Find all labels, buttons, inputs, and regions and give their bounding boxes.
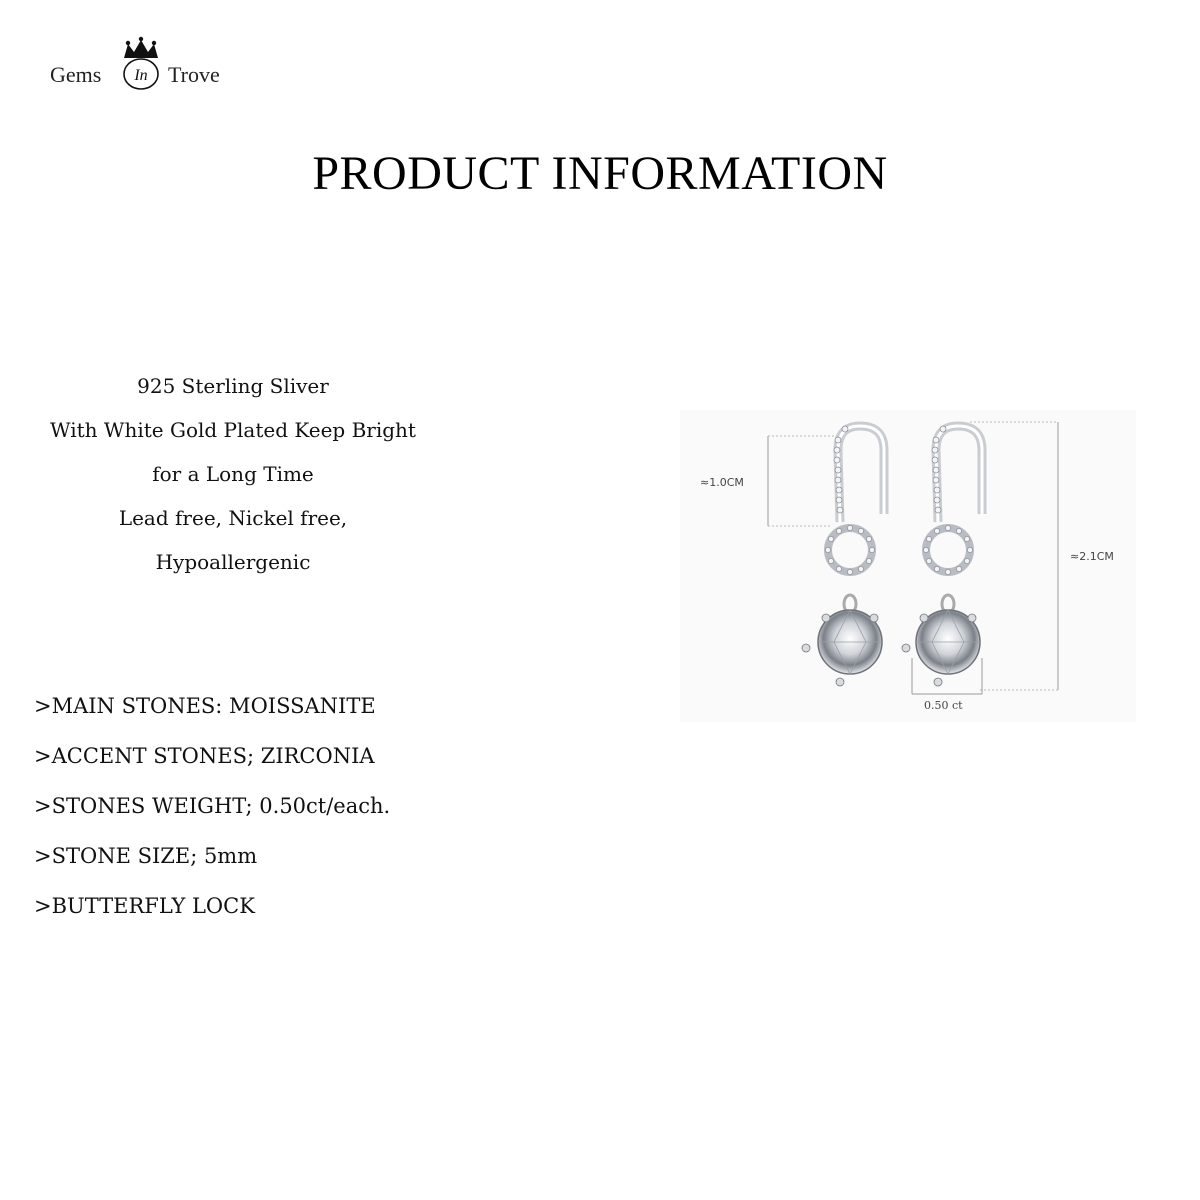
spec-list: [34, 684, 594, 934]
brand-logo[interactable]: [50, 36, 250, 96]
earring-product-image: [680, 410, 1136, 722]
description-line: With White Gold Plated Keep Bright: [50, 418, 416, 442]
spec-item: >MAIN STONES: MOISSANITE: [34, 694, 376, 718]
spec-item: >ACCENT STONES; ZIRCONIA: [34, 744, 375, 768]
stone-weight-label: 0.50 ct: [924, 699, 963, 712]
brand-name-mid: In: [134, 67, 148, 84]
spec-item: >BUTTERFLY LOCK: [34, 894, 255, 918]
total-height-label: ≈2.1CM: [1070, 550, 1114, 563]
spec-item: >STONE SIZE; 5mm: [34, 844, 258, 868]
description-line: Lead free, Nickel free,: [118, 506, 348, 530]
description-line: for a Long Time: [152, 462, 314, 486]
brand-name-right: Trove: [168, 62, 220, 87]
spec-item: >STONES WEIGHT; 0.50ct/each.: [34, 794, 391, 818]
hoop-height-label: ≈1.0CM: [700, 476, 744, 489]
description-line: Hypoallergenic: [155, 550, 311, 574]
description-line: 925 Sterling Sliver: [137, 374, 329, 398]
brand-name-left: Gems: [50, 62, 102, 87]
page-title: PRODUCT INFORMATION: [312, 147, 888, 200]
crown-logo-icon: [116, 36, 166, 92]
material-description: [20, 364, 446, 584]
